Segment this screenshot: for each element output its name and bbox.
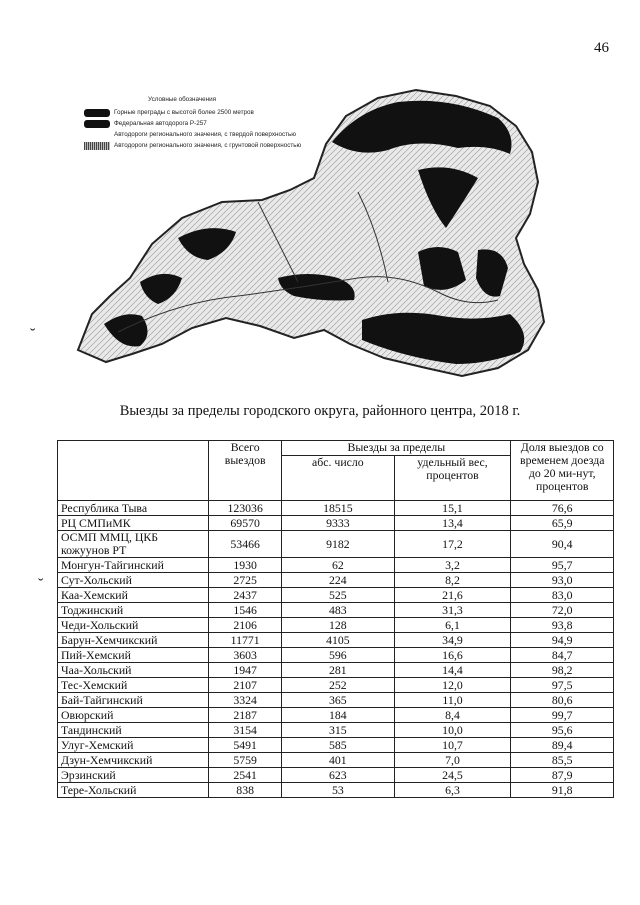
cell-total: 838 bbox=[209, 783, 282, 798]
cell-share: 10,7 bbox=[394, 738, 511, 753]
cell-share: 34,9 bbox=[394, 633, 511, 648]
cell-total: 1546 bbox=[209, 603, 282, 618]
table-row bbox=[58, 573, 614, 588]
header-total: Всего выездов bbox=[209, 441, 282, 501]
cell-abs: 9182 bbox=[282, 531, 394, 558]
legend-label: Автодороги регионального значения, с грунтовой поверхностью bbox=[114, 141, 302, 149]
cell-abs: 596 bbox=[282, 648, 394, 663]
cell-dolya: 85,5 bbox=[511, 753, 614, 768]
cell-share: 24,5 bbox=[394, 768, 511, 783]
cell-abs: 9333 bbox=[282, 516, 394, 531]
row-name: РЦ СМПиМК bbox=[58, 516, 209, 531]
cell-share: 15,1 bbox=[394, 501, 511, 516]
cell-share: 10,0 bbox=[394, 723, 511, 738]
cell-abs: 585 bbox=[282, 738, 394, 753]
header-abs: абс. число bbox=[282, 456, 394, 501]
cell-total: 2107 bbox=[209, 678, 282, 693]
row-name: Монгун-Тайгинский bbox=[58, 558, 209, 573]
cell-total: 11771 bbox=[209, 633, 282, 648]
cell-abs: 128 bbox=[282, 618, 394, 633]
table-row bbox=[58, 783, 614, 798]
cell-total: 2541 bbox=[209, 768, 282, 783]
cell-share: 8,2 bbox=[394, 573, 511, 588]
header-group: Выезды за пределы bbox=[282, 441, 511, 456]
page-number: 46 bbox=[594, 40, 609, 56]
cell-abs: 53 bbox=[282, 783, 394, 798]
table-row bbox=[58, 588, 614, 603]
legend-title: Условные обозначения bbox=[148, 96, 217, 103]
cell-total: 2437 bbox=[209, 588, 282, 603]
row-name: Дзун-Хемчикский bbox=[58, 753, 209, 768]
cell-abs: 62 bbox=[282, 558, 394, 573]
exits-table bbox=[57, 440, 614, 798]
cell-total: 1930 bbox=[209, 558, 282, 573]
cell-abs: 483 bbox=[282, 603, 394, 618]
cell-dolya: 93,8 bbox=[511, 618, 614, 633]
cell-share: 8,4 bbox=[394, 708, 511, 723]
cell-dolya: 80,6 bbox=[511, 693, 614, 708]
cell-dolya: 99,7 bbox=[511, 708, 614, 723]
table-row bbox=[58, 516, 614, 531]
legend-swatch bbox=[84, 120, 110, 128]
header-share: удельный вес, процентов bbox=[394, 456, 511, 501]
legend-swatch bbox=[84, 131, 110, 139]
cell-total: 69570 bbox=[209, 516, 282, 531]
cell-total: 2725 bbox=[209, 573, 282, 588]
table-row bbox=[58, 618, 614, 633]
cell-share: 3,2 bbox=[394, 558, 511, 573]
row-name: ОСМП ММЦ, ЦКБ кожуунов РТ bbox=[58, 531, 209, 558]
table-row bbox=[58, 648, 614, 663]
table-caption: Выезды за пределы городского округа, районного центра, 2018 г. bbox=[119, 403, 521, 419]
cell-share: 17,2 bbox=[394, 531, 511, 558]
table-row bbox=[58, 768, 614, 783]
cell-total: 1947 bbox=[209, 663, 282, 678]
cell-dolya: 90,4 bbox=[511, 531, 614, 558]
cell-dolya: 95,6 bbox=[511, 723, 614, 738]
table-row bbox=[58, 678, 614, 693]
cell-abs: 224 bbox=[282, 573, 394, 588]
legend-item bbox=[84, 131, 304, 139]
cell-total: 2187 bbox=[209, 708, 282, 723]
cell-dolya: 94,9 bbox=[511, 633, 614, 648]
row-name: Барун-Хемчикский bbox=[58, 633, 209, 648]
cell-total: 5759 bbox=[209, 753, 282, 768]
cell-dolya: 89,4 bbox=[511, 738, 614, 753]
cell-dolya: 76,6 bbox=[511, 501, 614, 516]
table-row bbox=[58, 723, 614, 738]
row-name: Чаа-Хольский bbox=[58, 663, 209, 678]
row-name: Овюрский bbox=[58, 708, 209, 723]
table-row bbox=[58, 663, 614, 678]
cell-dolya: 93,0 bbox=[511, 573, 614, 588]
row-name: Эрзинский bbox=[58, 768, 209, 783]
cell-dolya: 87,9 bbox=[511, 768, 614, 783]
cell-share: 14,4 bbox=[394, 663, 511, 678]
cell-share: 12,0 bbox=[394, 678, 511, 693]
scan-mark: ˘ bbox=[30, 326, 36, 343]
cell-dolya: 72,0 bbox=[511, 603, 614, 618]
row-name: Республика Тыва bbox=[58, 501, 209, 516]
cell-share: 11,0 bbox=[394, 693, 511, 708]
cell-dolya: 83,0 bbox=[511, 588, 614, 603]
cell-share: 16,6 bbox=[394, 648, 511, 663]
table-row bbox=[58, 738, 614, 753]
cell-total: 3324 bbox=[209, 693, 282, 708]
map-legend bbox=[84, 96, 304, 153]
row-name: Тес-Хемский bbox=[58, 678, 209, 693]
row-name: Улуг-Хемский bbox=[58, 738, 209, 753]
legend-item bbox=[84, 120, 304, 128]
cell-abs: 525 bbox=[282, 588, 394, 603]
legend-label: Автодороги регионального значения, с твердой поверхностью bbox=[114, 130, 297, 138]
table-row bbox=[58, 693, 614, 708]
cell-abs: 401 bbox=[282, 753, 394, 768]
cell-dolya: 91,8 bbox=[511, 783, 614, 798]
legend-item bbox=[84, 109, 304, 117]
row-name: Тандинский bbox=[58, 723, 209, 738]
cell-abs: 315 bbox=[282, 723, 394, 738]
row-name: Бай-Тайгинский bbox=[58, 693, 209, 708]
cell-total: 3603 bbox=[209, 648, 282, 663]
legend-swatch bbox=[84, 109, 110, 117]
cell-dolya: 98,2 bbox=[511, 663, 614, 678]
cell-dolya: 95,7 bbox=[511, 558, 614, 573]
cell-share: 6,1 bbox=[394, 618, 511, 633]
cell-abs: 281 bbox=[282, 663, 394, 678]
cell-abs: 365 bbox=[282, 693, 394, 708]
cell-abs: 252 bbox=[282, 678, 394, 693]
cell-total: 3154 bbox=[209, 723, 282, 738]
cell-total: 2106 bbox=[209, 618, 282, 633]
table-row bbox=[58, 558, 614, 573]
cell-abs: 184 bbox=[282, 708, 394, 723]
cell-abs: 18515 bbox=[282, 501, 394, 516]
cell-share: 6,3 bbox=[394, 783, 511, 798]
cell-total: 123036 bbox=[209, 501, 282, 516]
cell-share: 13,4 bbox=[394, 516, 511, 531]
cell-share: 7,0 bbox=[394, 753, 511, 768]
legend-item bbox=[84, 142, 304, 150]
cell-share: 21,6 bbox=[394, 588, 511, 603]
cell-share: 31,3 bbox=[394, 603, 511, 618]
table-row bbox=[58, 501, 614, 516]
table-row bbox=[58, 633, 614, 648]
cell-total: 5491 bbox=[209, 738, 282, 753]
scan-mark: ˘ bbox=[38, 576, 44, 593]
table-row bbox=[58, 531, 614, 558]
legend-label: Горные преграды с высотой более 2500 метров bbox=[114, 108, 254, 116]
cell-total: 53466 bbox=[209, 531, 282, 558]
table-header-row bbox=[58, 441, 614, 456]
row-name: Каа-Хемский bbox=[58, 588, 209, 603]
row-name: Пий-Хемский bbox=[58, 648, 209, 663]
header-dolya: Доля выездов со временем доезда до 20 ми-нут, процентов bbox=[511, 441, 614, 501]
row-name: Тоджинский bbox=[58, 603, 209, 618]
row-name: Сут-Хольский bbox=[58, 573, 209, 588]
cell-dolya: 65,9 bbox=[511, 516, 614, 531]
row-name: Тере-Хольский bbox=[58, 783, 209, 798]
legend-label: Федеральная автодорога Р-257 bbox=[114, 119, 207, 127]
header-empty bbox=[58, 441, 209, 501]
cell-dolya: 84,7 bbox=[511, 648, 614, 663]
cell-abs: 4105 bbox=[282, 633, 394, 648]
table-row bbox=[58, 603, 614, 618]
table-row bbox=[58, 753, 614, 768]
cell-dolya: 97,5 bbox=[511, 678, 614, 693]
legend-swatch bbox=[84, 142, 110, 150]
cell-abs: 623 bbox=[282, 768, 394, 783]
table-row bbox=[58, 708, 614, 723]
row-name: Чеди-Хольский bbox=[58, 618, 209, 633]
